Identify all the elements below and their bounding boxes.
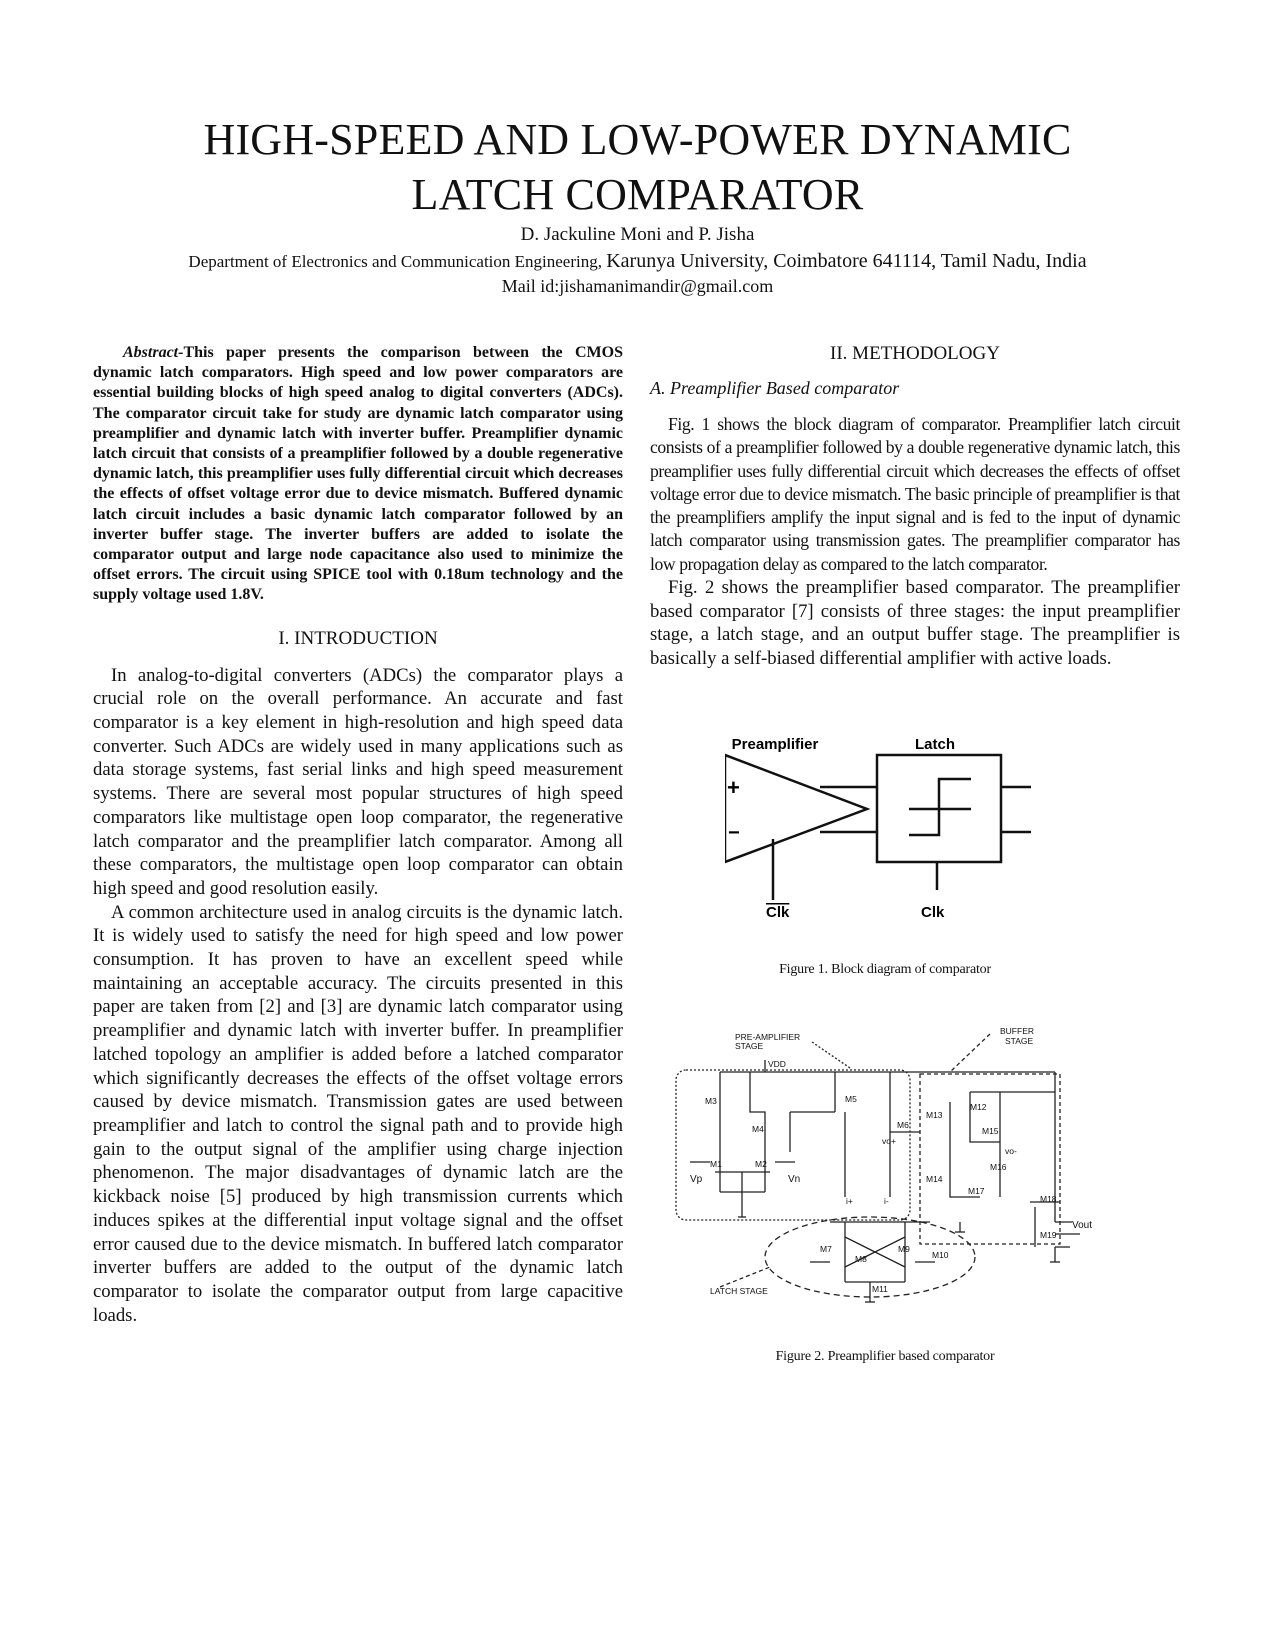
- abstract-text: This paper presents the comparison between the CMOS dynamic latch comparators. High speed and low power comparators are essential building blocks of high speed analog to digital converters (ADCs). The comparator circuit take for study are dynamic latch comparator using preamplifier and dynamic latch with inverter buffer. Preamplifier dynamic latch circuit that consists of a preamplifier followed by a double regenerative dynamic latch, this preamplifier uses fully differential circuit which decreases the effects of offset voltage error due to device mismatch. Buffered dynamic latch circuit includes a basic dynamic latch comparator followed by an inverter buffer stage. The inverter buffers are added to isolate the comparator output and large node capacitance also used to minimize the offset errors. The circuit using SPICE tool with 0.18um technology and the supply voltage used 1.8V.: [93, 344, 623, 604]
- right-column: [650, 343, 1180, 671]
- label-vout: Vout: [1072, 1220, 1093, 1231]
- label-m19: M19: [1040, 1230, 1057, 1240]
- section-heading-methodology: II. METHODOLOGY: [830, 343, 1000, 364]
- methodology-paragraph-2: Fig. 2 shows the preamplifier based comparator. The preamplifier based comparator [7] consists of three stages: the input preamplifier stage, a latch stage, and an output buffer stage. The preamplifier is basically a self-biased differential amplifier with active loads.: [650, 577, 1180, 670]
- author-email: Mail id:jishamanimandir@gmail.com: [501, 276, 774, 296]
- affiliation-department: Department of Electronics and Communication Engineering,: [188, 252, 602, 271]
- label-vdd: VDD: [768, 1059, 786, 1069]
- title-line-1: HIGH-SPEED AND LOW-POWER DYNAMIC: [203, 115, 1072, 164]
- label-m8: M8: [855, 1254, 867, 1264]
- label-i-minus: i-: [884, 1196, 889, 1206]
- label-m17: M17: [968, 1186, 985, 1196]
- left-column: [93, 343, 623, 1327]
- label-m2: M2: [755, 1159, 767, 1169]
- label-i-plus: i+: [846, 1196, 853, 1206]
- label-m10: M10: [932, 1250, 949, 1260]
- methodology-paragraph-1: Fig. 1 shows the block diagram of comparator. Preamplifier latch circuit consists of a preamplifier followed by a double regenerative dynamic latch, this preamplifier uses fully differential circuit which decreases the effects of offset voltage error due to device mismatch. The basic principle of preamplifier is that the preamplifiers amplify the input signal and is fed to the input of dynamic latch comparator using transmission gates. The preamplifier comparator has low propagation delay as compared to the latch comparator.: [650, 414, 1180, 574]
- label-vo-plus: vo+: [882, 1136, 896, 1146]
- label-clk-bar: Clk: [766, 904, 790, 921]
- label-preamp-stage-2: STAGE: [735, 1041, 764, 1051]
- label-m7: M7: [820, 1244, 832, 1254]
- label-m3: M3: [705, 1096, 717, 1106]
- preamplifier-triangle: [725, 755, 867, 862]
- label-m1: M1: [710, 1159, 722, 1169]
- label-m11: M11: [872, 1284, 888, 1294]
- label-buffer-stage-2: STAGE: [1005, 1036, 1034, 1046]
- label-plus: +: [727, 775, 740, 800]
- label-latch-stage: LATCH STAGE: [710, 1286, 768, 1296]
- label-m12: M12: [970, 1102, 987, 1112]
- label-m6: M6: [897, 1120, 909, 1130]
- subsection-heading: A. Preamplifier Based comparator: [650, 378, 900, 398]
- label-m14: M14: [926, 1174, 943, 1184]
- paper-title: [90, 112, 1185, 222]
- affiliation: [60, 250, 1215, 273]
- authors: D. Jackuline Moni and P. Jisha: [520, 224, 755, 245]
- intro-paragraph-1: In analog-to-digital converters (ADCs) the comparator plays a crucial role on the overall performance. An accurate and fast comparator is a key element in high-resolution and high speed data converter. Such ADCs are widely used in many applications such as data storage systems, fast serial links and high speed measurement systems. There are several most popular structures of high speed comparators like multistage open loop comparator, the regenerative latch comparator and the preamplifier latch comparator. Among all these comparators, the multistage open loop comparator can obtain high speed and good resolution easily.: [93, 664, 623, 899]
- title-line-2: LATCH COMPARATOR: [411, 170, 864, 219]
- label-m9: M9: [898, 1244, 910, 1254]
- figure-2-schematic: [660, 1022, 1105, 1312]
- label-latch: Latch: [914, 736, 956, 753]
- label-minus: −: [728, 822, 740, 844]
- label-preamplifier: Preamplifier: [731, 736, 819, 753]
- label-vp: Vp: [690, 1174, 703, 1185]
- preamp-stage-box: [676, 1070, 910, 1220]
- figure-1-block-diagram: [725, 735, 1055, 935]
- label-preamp-stage-1: PRE-AMPLIFIER: [735, 1032, 801, 1042]
- label-m16: M16: [990, 1162, 1007, 1172]
- label-clk: Clk: [921, 904, 945, 921]
- label-m18: M18: [1040, 1194, 1057, 1204]
- label-m13: M13: [926, 1110, 943, 1120]
- affiliation-university: Karunya University, Coimbatore 641114, Tamil Nadu, India: [606, 250, 1087, 272]
- figure-1-caption: Figure 1. Block diagram of comparator: [779, 962, 991, 977]
- label-vn: Vn: [788, 1174, 801, 1185]
- intro-paragraph-2: A common architecture used in analog circuits is the dynamic latch. It is widely used to satisfy the need for high speed and low power consumption. It has proven to have an excellent speed while maintaining an acceptable accuracy. The circuits presented in this paper are taken from [2] and [3] are dynamic latch comparator using preamplifier and dynamic latch with inverter buffer. In preamplifier latched topology an amplifier is added before a latched comparator which significantly decreases the effects of the offset voltage errors caused by device mismatch. Transmission gates are used between preamplifier and latch to control the signal path and to provide high gain to the output signal of the amplifier using charge injection phenomenon. The major disadvantages of dynamic latch are the kickback noise [5] produced by high transmission currents which induces spikes at the differential input voltage signal and the offset error caused due to the device mismatch. In buffered latch comparator inverter buffers are added to the output of the dynamic latch comparator to isolate the comparator output from large capacitive loads.: [93, 901, 623, 1326]
- label-buffer-stage-1: BUFFER: [1000, 1026, 1034, 1036]
- abstract: [93, 343, 623, 606]
- label-m5: M5: [845, 1094, 857, 1104]
- label-m4: M4: [752, 1124, 764, 1134]
- abstract-label: Abstract-: [123, 344, 184, 361]
- label-vo-minus: vo-: [1005, 1146, 1017, 1156]
- label-m15: M15: [982, 1126, 999, 1136]
- figure-2-caption: Figure 2. Preamplifier based comparator: [775, 1349, 995, 1364]
- section-heading-introduction: I. INTRODUCTION: [278, 627, 438, 649]
- buffer-stage-box: [920, 1074, 1060, 1244]
